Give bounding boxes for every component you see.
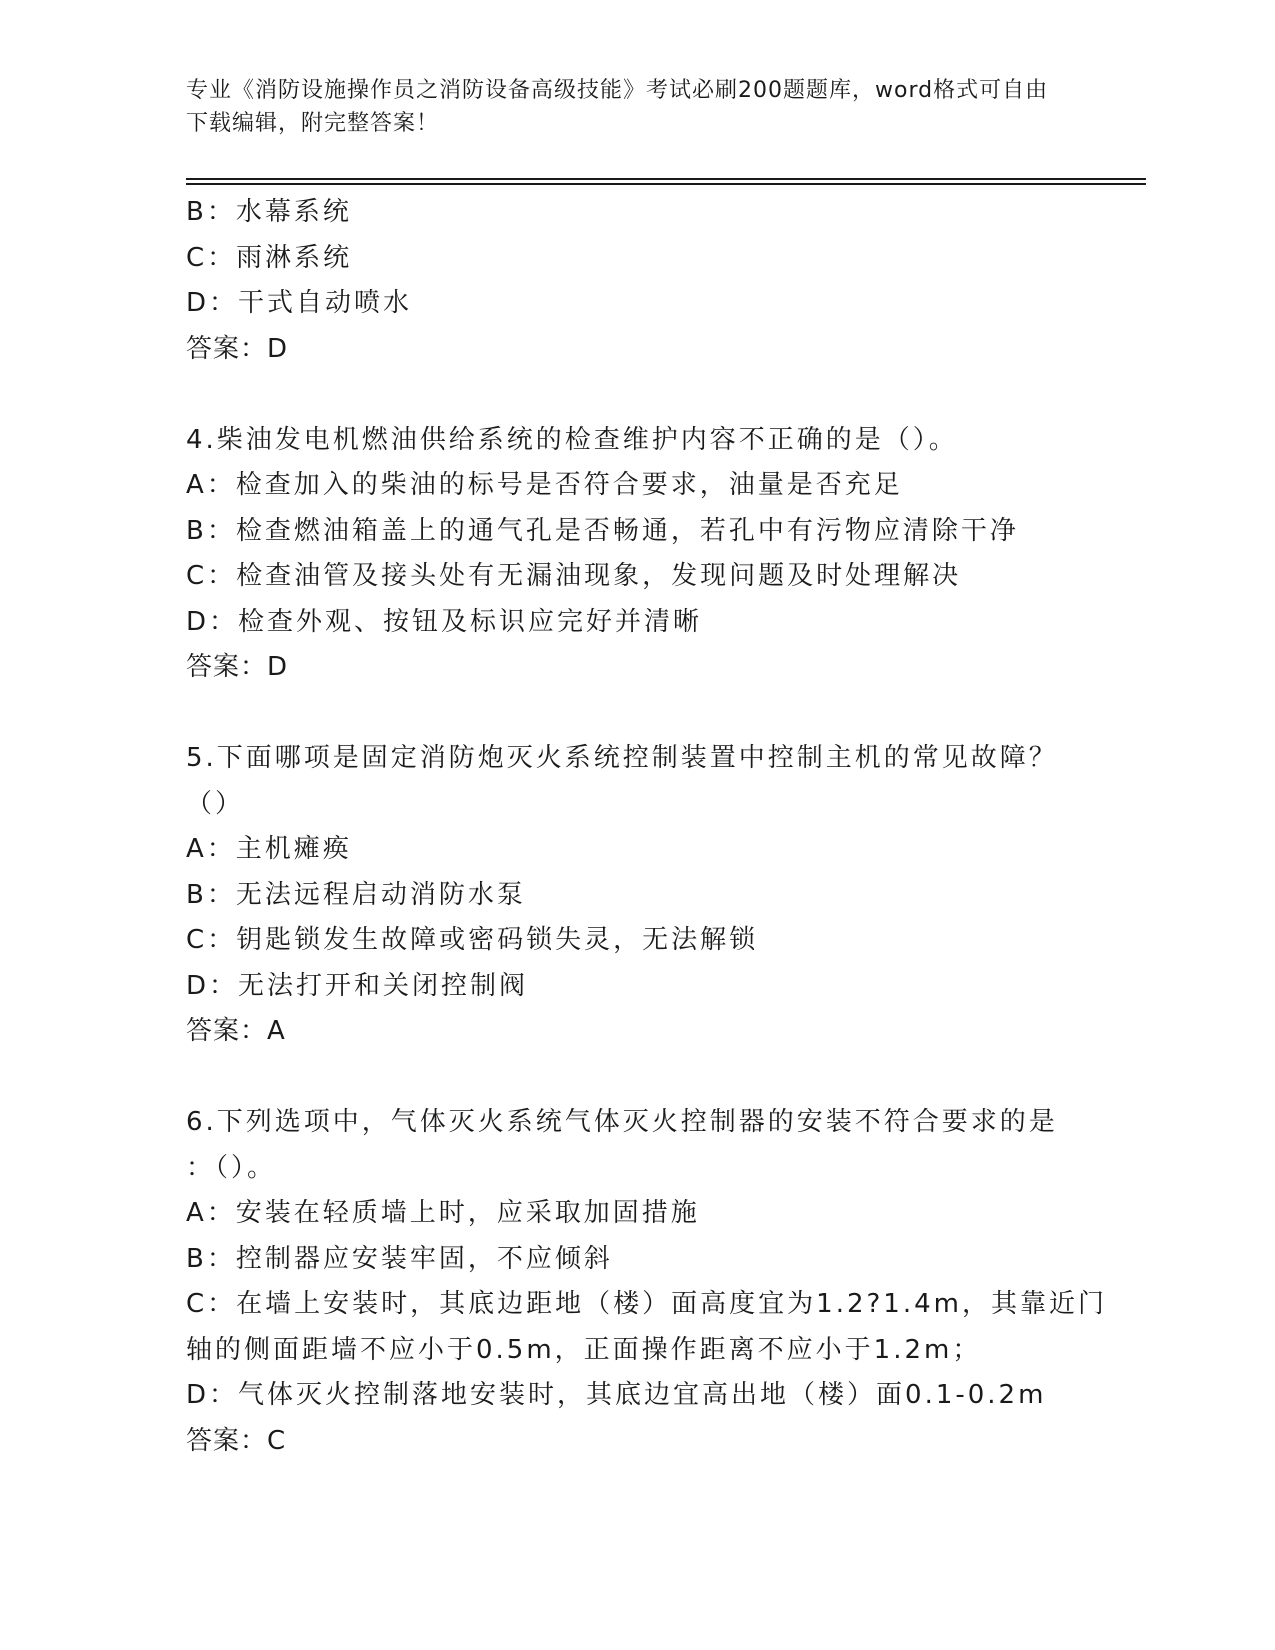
q4-option-a: A：检查加入的柴油的标号是否符合要求，油量是否充足 — [186, 470, 903, 500]
q3-option-b: B：水幕系统 — [186, 197, 352, 227]
q6-option-d: D：气体灭火控制落地安装时，其底边宜高出地（楼）面0.1-0.2m — [186, 1380, 1047, 1410]
document-header: 专业《消防设施操作员之消防设备高级技能》考试必刷200题题库，word格式可自由下载编辑，附完整答案！ — [186, 78, 1049, 136]
q5-answer: 答案：A — [186, 1016, 286, 1046]
q4-answer: 答案：D — [186, 652, 289, 682]
q6-question: 6.下列选项中，气体灭火系统气体灭火控制器的安装不符合要求的是 — [186, 1107, 1058, 1137]
q4-question: 4.柴油发电机燃油供给系统的检查维护内容不正确的是（）。 — [186, 424, 958, 455]
q6-option-a: A：安装在轻质墙上时，应采取加固措施 — [186, 1198, 700, 1228]
q5-option-b: B：无法远程启动消防水泵 — [186, 879, 526, 910]
header-divider-bottom — [186, 183, 1146, 185]
q6-answer: 答案：C — [186, 1425, 287, 1456]
document-body — [186, 190, 1107, 1464]
q3-answer: 答案：D — [186, 333, 289, 364]
question-4-block — [186, 418, 1086, 691]
q5-option-d: D：无法打开和关闭控制阀 — [186, 970, 529, 1001]
q5-option-c: C：钥匙锁发生故障或密码锁失灵，无法解锁 — [186, 925, 759, 955]
q3-option-c: C：雨淋系统 — [186, 242, 353, 273]
q6-option-c-continued: 轴的侧面距墙不应小于0.5m，正面操作距离不应小于1.2m； — [186, 1334, 982, 1365]
question-3-block — [186, 190, 1086, 372]
q3-option-d: D：干式自动喷水 — [186, 288, 413, 318]
q6-option-c: C：在墙上安装时，其底边距地（楼）面高度宜为1.2?1.4m，其靠近门 — [186, 1289, 1107, 1319]
q4-option-c: C：检查油管及接头处有无漏油现象，发现问题及时处理解决 — [186, 561, 962, 591]
q5-question: 5.下面哪项是固定消防炮灭火系统控制装置中控制主机的常见故障？ — [186, 743, 1058, 773]
q4-option-d: D：检查外观、按钮及标识应完好并清晰 — [186, 606, 703, 637]
header-divider-top — [186, 178, 1146, 180]
q5-option-a: A：主机瘫痪 — [186, 834, 352, 864]
q6-option-b: B：控制器应安装牢固，不应倾斜 — [186, 1243, 613, 1274]
q5-question-continued: （） — [186, 788, 245, 819]
question-5-block — [186, 736, 1086, 1055]
q4-option-b: B：检查燃油箱盖上的通气孔是否畅通，若孔中有污物应清除干净 — [186, 515, 1019, 546]
q6-question-continued: ：（）。 — [186, 1152, 277, 1183]
question-6-block — [186, 1100, 1107, 1464]
